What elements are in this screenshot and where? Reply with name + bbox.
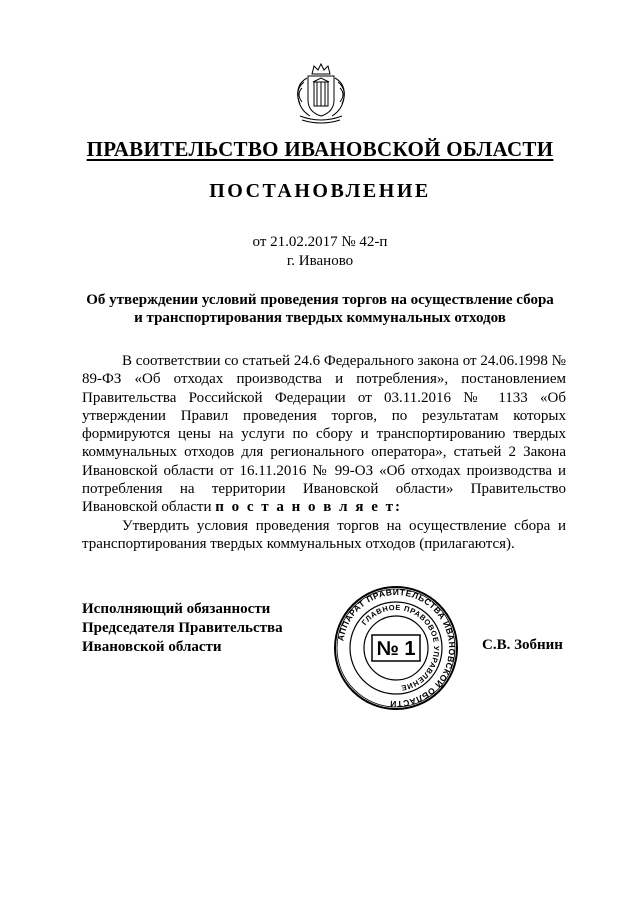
resolution-verb: п о с т а н о в л я е т: [215,499,402,516]
subject-line: и транспортирования твердых коммунальных отходов [134,310,506,326]
signer-position-line: Председателя Правительства [82,620,283,636]
document-city: г. Иваново [286,253,354,269]
official-seal [333,585,459,711]
seal-outer-text: АППАРАТ ПРАВИТЕЛЬСТВА ИВАНОВСКОЙ ОБЛАСТИ [335,586,458,710]
document-type-title: ПОСТАНОВЛЕНИЕ [209,180,431,202]
document-body [82,352,566,553]
subject-line: Об утверждении условий проведения торгов на осуществление сбора [86,292,554,308]
signer-position-line: Ивановской области [82,639,222,655]
body-paragraph: Утвердить условия проведения торгов на осуществление сбора и транспортирования твердых коммунальных отходов (прилагаются). [82,517,566,552]
document-meta [0,233,640,271]
signer-block [82,600,283,657]
organization-title: ПРАВИТЕЛЬСТВО ИВАНОВСКОЙ ОБЛАСТИ [86,137,554,161]
seal-number: № 1 [376,638,416,660]
body-paragraph [82,352,566,517]
signature-name: С.В. Зобнин [482,637,563,653]
document-subject [70,291,570,327]
document-date-number: от 21.02.2017 № 42-п [252,234,388,250]
signer-position-line: Исполняющий обязанности [82,601,271,617]
coat-of-arms-icon [290,60,352,126]
seal-inner-text: ГЛАВНОЕ ПРАВОВОЕ УПРАВЛЕНИЕ [359,602,442,693]
paragraph-text: В соответствии со статьей 24.6 Федерального закона от 24.06.1998 № 89-ФЗ «Об отходах производства и потребления», постановлением Правительства Российской Федерации от 03.11.2016 № 1133 «Об утверждении Правил проведения торгов, по результатам которых формируются цены на услуги по сбору и транспортированию твердых коммунальных отходов для регионального оператора», статьей 2 Закона Ивановской области от 16.11.2016 № 99-ОЗ «Об отходах производства и потребления на территории Ивановской области» Правительство Ивановской области [82,353,566,516]
